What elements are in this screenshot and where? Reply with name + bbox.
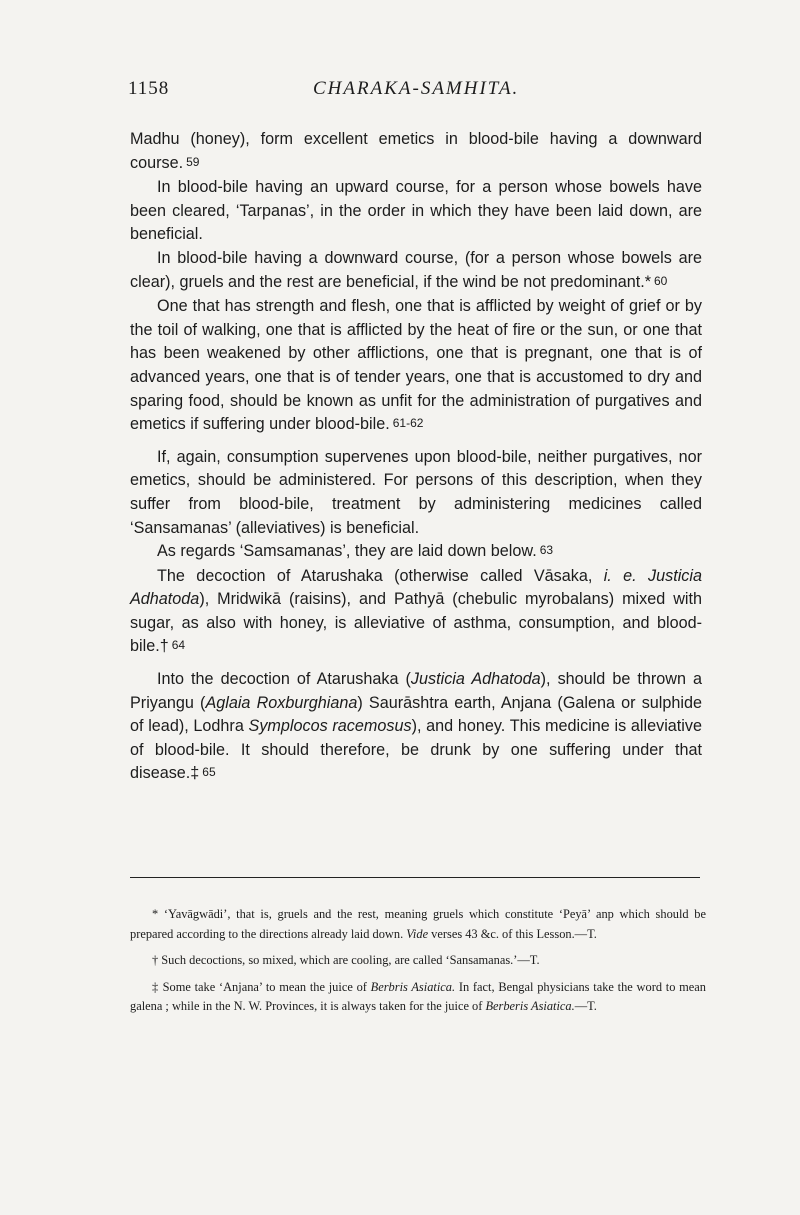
paragraph-text: If, again, consumption supervenes upon blood-bile, neither purgatives, nor emetics, should be administered. For persons of this description, when they suffer from blood-bile, treatment by administering medicines called ‘Sansamanas’ (alleviatives) is beneficial. [130, 447, 702, 537]
footnote-3 [130, 978, 706, 1017]
footnote-1 [130, 905, 706, 944]
verse-number: 60 [654, 273, 668, 288]
paragraph-7 [130, 565, 702, 660]
paragraph-text: One that has strength and flesh, one that is afflicted by weight of grief or by the toil of walking, one that is afflicted by the heat of fire or the sun, or one that has been weakened by other afflictions, one that is pregnant, one that is of advanced years, one that is of tender years, one that is accustomed to dry and sparing food, should be known as unfit for the administration of purgatives and emetics if suffering under blood-bile. [130, 297, 702, 434]
paragraph-text: ), should be thrown a Priyangu ( [130, 670, 702, 712]
paragraph-1 [130, 128, 702, 176]
footnote-text: —T. [574, 999, 597, 1013]
paragraph-text: The decoction of Atarushaka (otherwise called Vāsaka, [157, 566, 604, 585]
paragraph-text: ), Mridwikā (raisins), and Pathyā (chebulic myrobalans) mixed with sugar, as also with honey, is alleviative of asthma, consumption, and blood-bile.† [130, 590, 702, 656]
paragraph-5 [130, 446, 702, 540]
paragraph-8 [130, 668, 702, 787]
paragraph-text: Into the decoction of Atarushaka ( [157, 670, 411, 689]
main-text [130, 128, 702, 787]
paragraph-text: Madhu (honey), form excellent emetics in blood-bile having a downward course. [130, 130, 702, 172]
footnote-italic: Vide [406, 926, 429, 941]
verse-number: 64 [171, 638, 186, 653]
botanical-name: i. e. Justicia Adhatoda [130, 566, 702, 609]
page-header [128, 78, 728, 108]
botanical-name: Justicia Adhatoda [410, 670, 541, 689]
paragraph-text: ) Saurāshtra earth, Anjana (Galena or sulphide of lead), Lodhra [130, 693, 702, 736]
footnote-2 [130, 951, 706, 971]
botanical-name: Aglaia Roxburghiana [205, 693, 358, 712]
verse-number: 59 [186, 154, 200, 169]
footnote-text: In fact, Bengal physicians take the word to mean galena ; while in the N. W. Provinces, it is always taken for the juice of [130, 979, 706, 1013]
footnote-italic: Berberis Asiatica. [485, 999, 575, 1013]
footnote-divider [130, 877, 700, 878]
verse-number: 65 [202, 765, 216, 780]
footnote-text: † Such decoctions, so mixed, which are cooling, are called ‘Sansamanas.’—T. [152, 953, 540, 967]
paragraph-4 [130, 295, 702, 438]
paragraph-text: In blood-bile having an upward course, for a person whose bowels have been cleared, ‘Tarpanas’, in the order in which they have been laid down, are beneficial. [130, 178, 702, 244]
page-number: 1158 [128, 78, 170, 99]
running-title: CHARAKA-SAMHITA. [313, 78, 520, 99]
verse-number: 63 [539, 543, 554, 558]
footnote-text: * ‘Yavāgwādi’, that is, gruels and the rest, meaning gruels which constitute ‘Peyā’ anp which should be prepared according to the directions already laid down. [130, 907, 706, 941]
paragraph-text: ), and honey. This medicine is alleviative of blood-bile. It should therefore, be drunk by one suffering under that disease.‡ [130, 717, 702, 783]
verse-number: 61-62 [392, 416, 424, 431]
paragraph-3 [130, 247, 702, 295]
paragraph-text: As regards ‘Samsamanas’, they are laid down below. [157, 542, 537, 561]
paragraph-2 [130, 176, 702, 247]
footnote-italic: Berbris Asiatica. [370, 979, 456, 994]
footnotes [130, 905, 706, 1017]
footnote-text: ‡ Some take ‘Anjana’ to mean the juice of [152, 979, 371, 994]
footnote-text: verses 43 &c. of this Lesson.—T. [428, 926, 597, 941]
botanical-name: Symplocos racemosus [248, 717, 412, 736]
paragraph-text: In blood-bile having a downward course, (for a person whose bowels are clear), gruels and the rest are beneficial, if the wind be not predominant.* [130, 248, 702, 291]
paragraph-6 [130, 540, 702, 565]
